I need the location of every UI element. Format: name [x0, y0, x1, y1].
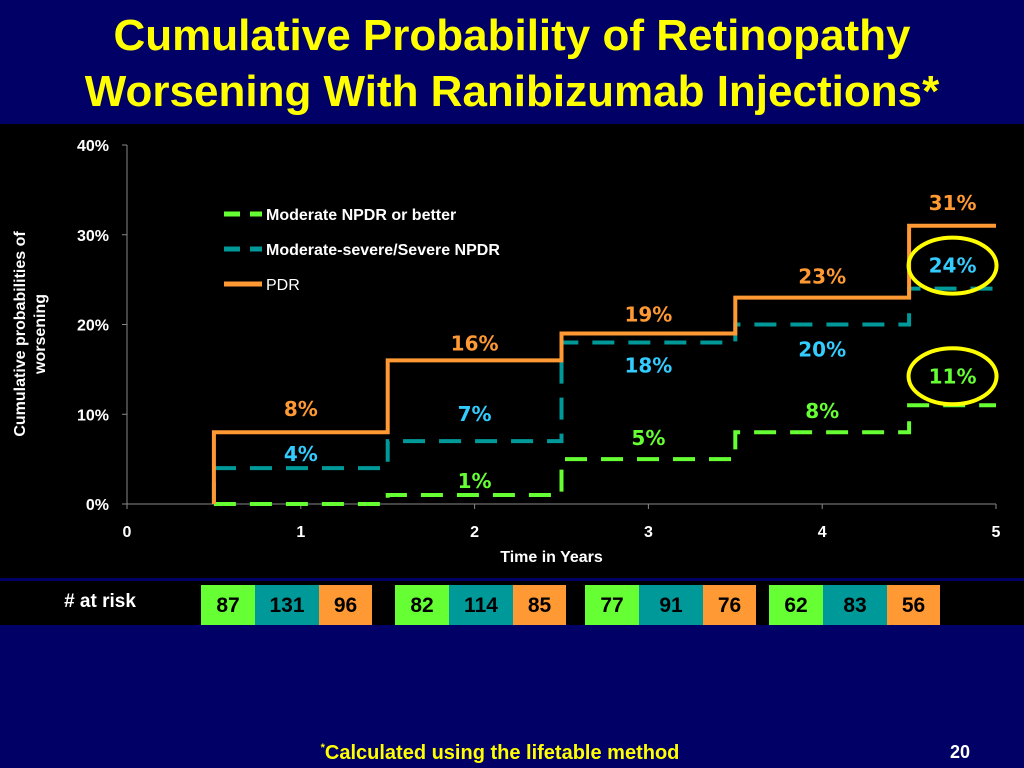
- y-axis-title-line-2: worsening: [32, 293, 49, 375]
- data-label-0-2: 5%: [631, 426, 666, 451]
- data-label-2-3: 23%: [798, 264, 847, 289]
- data-label-2-2: 19%: [624, 302, 673, 327]
- at-risk-cell: 77: [585, 585, 639, 625]
- data-label-1-0: 4%: [283, 442, 318, 467]
- x-tick-label: 3: [643, 524, 653, 541]
- at-risk-cell: 62: [769, 585, 823, 625]
- page-number: 20: [950, 742, 971, 762]
- series-line-2: [214, 226, 996, 504]
- at-risk-cell: 96: [319, 585, 372, 625]
- x-tick-label: 1: [296, 524, 306, 541]
- x-axis-title: Time in Years: [500, 549, 603, 566]
- title-line-2: Worsening With Ranibizumab Injections*: [84, 67, 940, 116]
- at-risk-cell: 131: [255, 585, 319, 625]
- data-label-1-2: 18%: [624, 353, 673, 378]
- data-label-2-4: 31%: [928, 190, 977, 215]
- data-label-0-3: 8%: [805, 399, 840, 424]
- y-tick-label: 10%: [76, 407, 109, 425]
- data-label-0-4: 11%: [928, 364, 977, 389]
- at-risk-cell: 82: [395, 585, 449, 625]
- legend-label-0: Moderate NPDR or better: [266, 207, 457, 224]
- y-axis-title-line-1: Cumulative probabilities of: [12, 231, 29, 437]
- at-risk-cell: 85: [513, 585, 566, 625]
- data-label-1-3: 20%: [798, 337, 847, 362]
- at-risk-label: # at risk: [64, 591, 136, 612]
- y-tick-label: 0%: [85, 497, 109, 514]
- at-risk-cell: 56: [887, 585, 940, 625]
- footnote-star: *: [320, 742, 325, 754]
- y-tick-label: 20%: [76, 317, 109, 335]
- at-risk-cell: 83: [823, 585, 887, 625]
- x-tick-label: 0: [122, 524, 132, 541]
- data-label-1-4: 24%: [928, 253, 977, 278]
- footnote: [230, 742, 770, 765]
- at-risk-cell: 76: [703, 585, 756, 625]
- series-line-1: [214, 289, 996, 504]
- data-label-1-1: 7%: [457, 402, 492, 427]
- data-label-2-1: 16%: [450, 331, 499, 356]
- data-label-0-1: 1%: [457, 469, 492, 494]
- y-tick-label: 40%: [76, 138, 109, 155]
- series-line-0: [214, 405, 996, 504]
- slide-title: [0, 8, 1024, 120]
- legend-label-1: Moderate-severe/Severe NPDR: [266, 242, 500, 259]
- at-risk-cell: 91: [639, 585, 703, 625]
- legend-label-2: PDR: [266, 277, 300, 294]
- title-line-1: Cumulative Probability of Retinopathy: [113, 11, 911, 60]
- at-risk-cell: 114: [449, 585, 513, 625]
- data-label-2-0: 8%: [283, 397, 318, 422]
- at-risk-cell: 87: [201, 585, 255, 625]
- y-axis-title: [12, 231, 49, 437]
- x-tick-label: 5: [991, 524, 1001, 541]
- kaplan-meier-chart: [0, 124, 1024, 578]
- x-tick-label: 4: [817, 524, 827, 541]
- x-tick-label: 2: [470, 524, 480, 541]
- y-tick-label: 30%: [76, 227, 109, 245]
- footnote-text: Calculated using the lifetable method: [324, 742, 680, 764]
